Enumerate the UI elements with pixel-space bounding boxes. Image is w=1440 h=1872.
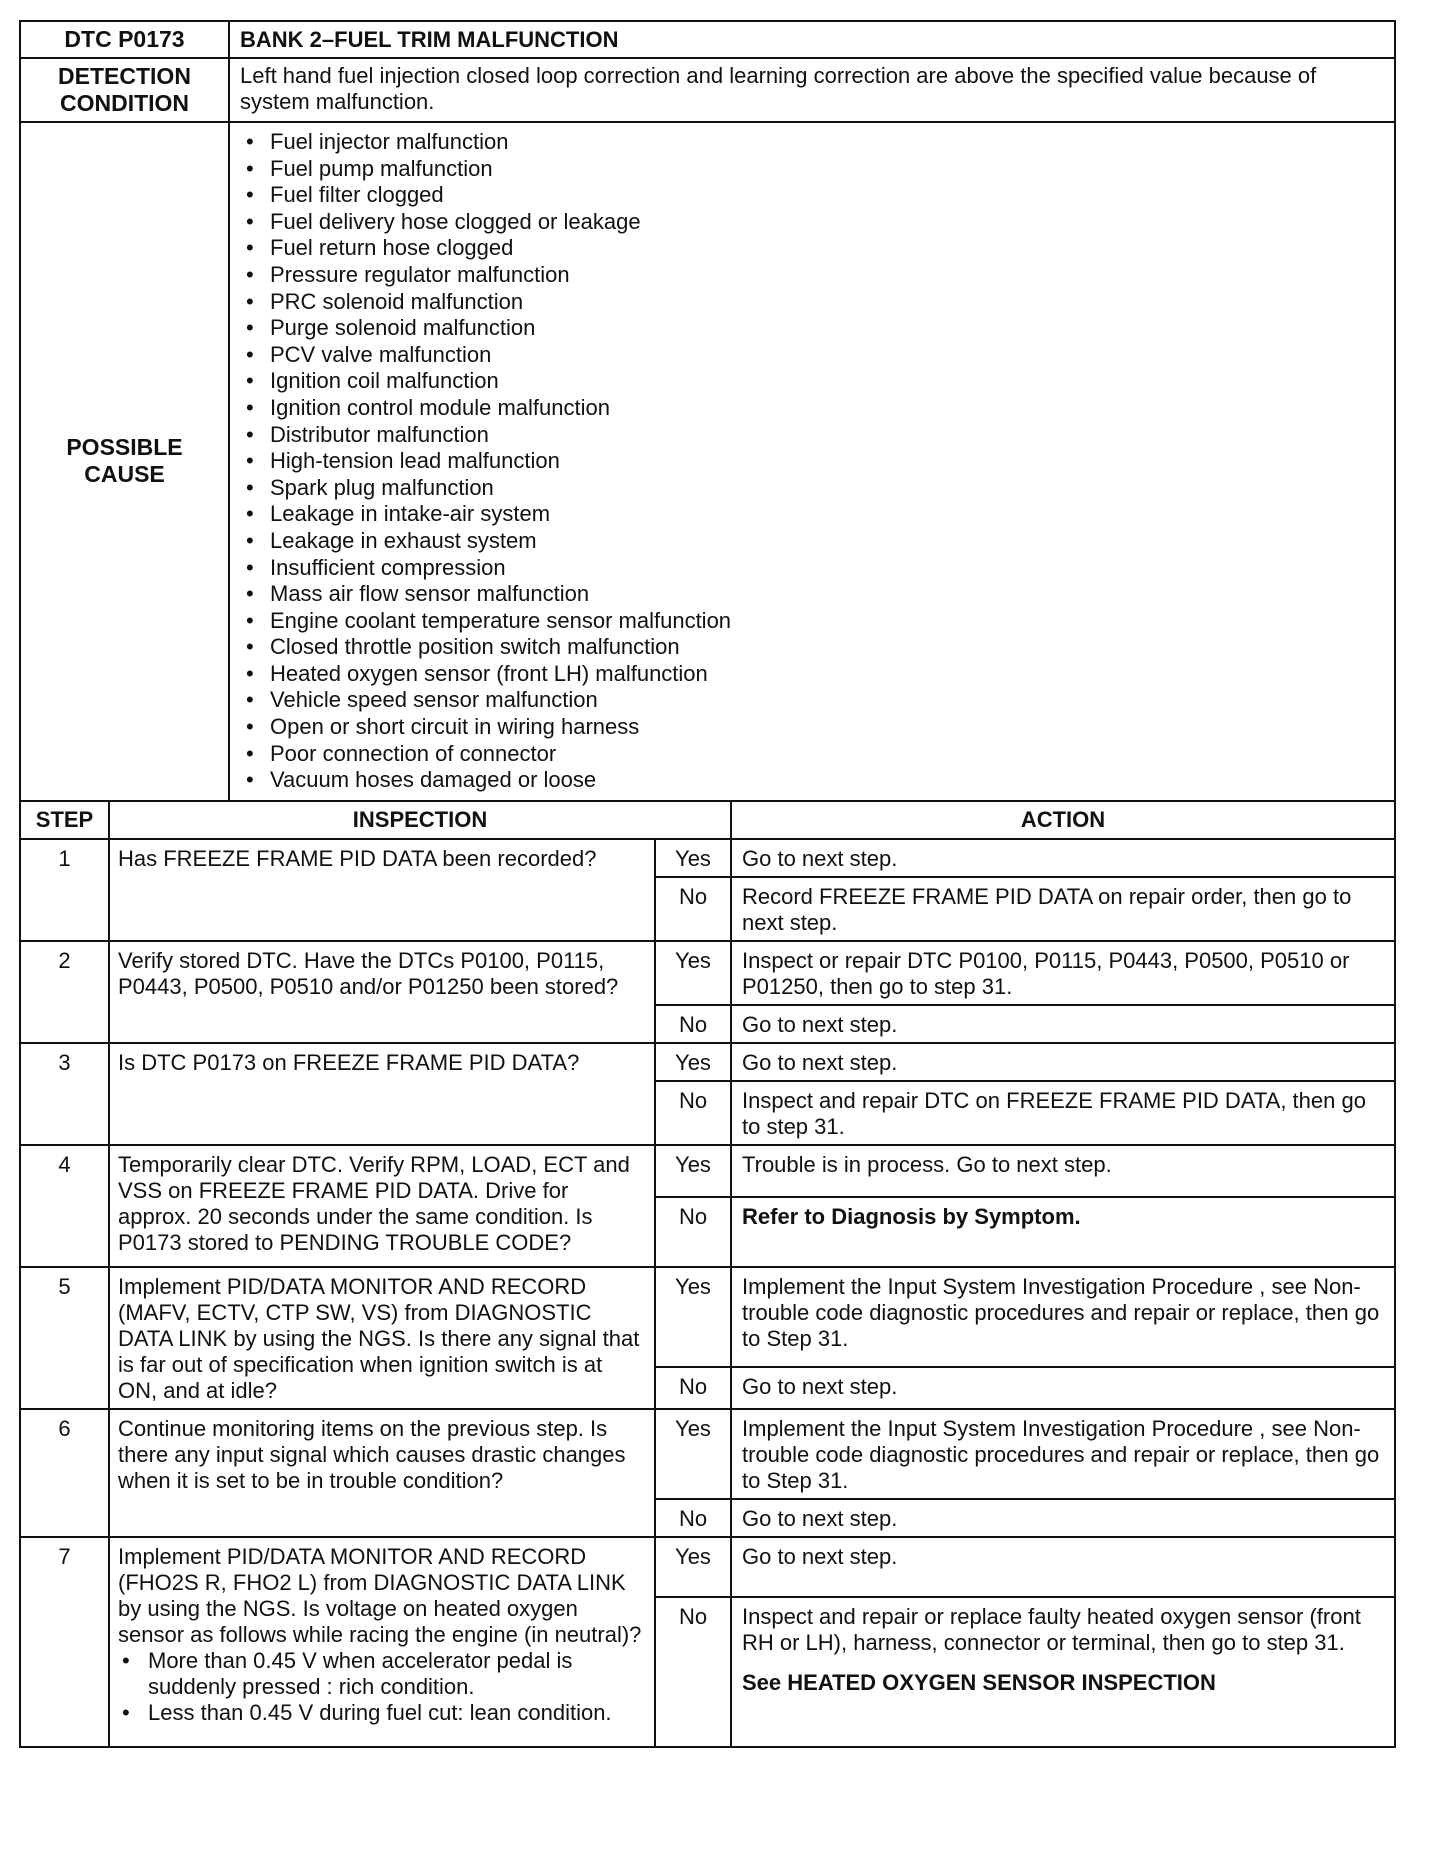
step-number: 7 xyxy=(20,1537,109,1747)
yes-label: Yes xyxy=(655,839,731,877)
possible-cause-item: • Ignition coil malfunction xyxy=(240,368,1384,395)
yes-label: Yes xyxy=(655,1145,731,1197)
yes-label: Yes xyxy=(655,1043,731,1081)
diagnostic-page xyxy=(19,20,1396,1748)
no-action xyxy=(731,1081,1395,1145)
possible-cause-item: • Fuel filter clogged xyxy=(240,182,1384,209)
no-action xyxy=(731,1597,1395,1747)
possible-cause-item: • Fuel return hose clogged xyxy=(240,235,1384,262)
yes-action: Go to next step. xyxy=(731,839,1395,877)
inspection-text: Verify stored DTC. Have the DTCs P0100, P0115, P0443, P0500, P0510 and/or P01250 been stored? xyxy=(118,947,619,999)
no-action-text: Go to next step. xyxy=(742,1505,898,1531)
possible-cause-item: • Insufficient compression xyxy=(240,555,1384,582)
possible-cause-list-cell xyxy=(229,122,1395,801)
no-action xyxy=(731,877,1395,941)
dtc-summary-table xyxy=(19,20,1396,802)
detection-condition-label: DETECTION CONDITION xyxy=(20,58,229,122)
inspection-text: Has FREEZE FRAME PID DATA been recorded? xyxy=(118,845,597,871)
inspection-text: Implement PID/DATA MONITOR AND RECORD (FHO2S R, FHO2 L) from DIAGNOSTIC DATA LINK by using the NGS. Is voltage on heated oxygen sensor as follows while racing the engine (in neutral)? xyxy=(118,1543,642,1647)
step-inspection xyxy=(109,1409,655,1537)
step-inspection xyxy=(109,1043,655,1145)
yes-action: Trouble is in process. Go to next step. xyxy=(731,1145,1395,1197)
step-inspection xyxy=(109,1145,655,1267)
possible-cause-list xyxy=(230,123,1394,800)
yes-action: Go to next step. xyxy=(731,1043,1395,1081)
step-row xyxy=(20,1043,1395,1081)
possible-cause-item: • Vacuum hoses damaged or loose xyxy=(240,767,1384,794)
no-label: No xyxy=(655,877,731,941)
possible-cause-item: • Poor connection of connector xyxy=(240,741,1384,768)
no-action-text: Inspect and repair DTC on FREEZE FRAME PID DATA, then go to step 31. xyxy=(742,1087,1366,1139)
no-action xyxy=(731,1197,1395,1267)
step-number: 5 xyxy=(20,1267,109,1409)
step-inspection xyxy=(109,839,655,941)
inspection-text: Continue monitoring items on the previous step. Is there any input signal which causes drastic changes when it is set to be in trouble condition? xyxy=(118,1415,626,1493)
no-action-text: Record FREEZE FRAME PID DATA on repair order, then go to next step. xyxy=(742,883,1352,935)
no-label: No xyxy=(655,1005,731,1043)
inspection-steps-table xyxy=(19,800,1396,1748)
no-label: No xyxy=(655,1081,731,1145)
inspection-conditions xyxy=(118,1648,646,1726)
no-action-text: Go to next step. xyxy=(742,1011,898,1037)
dtc-title: BANK 2–FUEL TRIM MALFUNCTION xyxy=(229,21,1395,58)
possible-cause-item: • Fuel delivery hose clogged or leakage xyxy=(240,209,1384,236)
no-action xyxy=(731,1005,1395,1043)
possible-cause-item: • Mass air flow sensor malfunction xyxy=(240,581,1384,608)
step-inspection xyxy=(109,1267,655,1409)
inspection-text: Temporarily clear DTC. Verify RPM, LOAD, ECT and VSS on FREEZE FRAME PID DATA. Drive for approx. 20 seconds under the same condition. Is P0173 stored to PENDING TROUBLE CODE? xyxy=(118,1151,630,1255)
step-number: 4 xyxy=(20,1145,109,1267)
possible-cause-item: • Leakage in exhaust system xyxy=(240,528,1384,555)
step-row xyxy=(20,839,1395,877)
inspection-condition-item: • Less than 0.45 V during fuel cut: lean condition. xyxy=(118,1700,646,1726)
inspection-condition-item: • More than 0.45 V when accelerator pedal is suddenly pressed : rich condition. xyxy=(118,1648,646,1700)
step-row xyxy=(20,1267,1395,1367)
step-row xyxy=(20,1537,1395,1597)
no-action-text: Inspect and repair or replace faulty heated oxygen sensor (front RH or LH), harness, connector or terminal, then go to step 31. xyxy=(742,1603,1361,1655)
yes-action: Go to next step. xyxy=(731,1537,1395,1597)
possible-cause-item: • Engine coolant temperature sensor malfunction xyxy=(240,608,1384,635)
no-label: No xyxy=(655,1597,731,1747)
possible-cause-item: • Fuel pump malfunction xyxy=(240,156,1384,183)
possible-cause-item: • Distributor malfunction xyxy=(240,422,1384,449)
no-action xyxy=(731,1499,1395,1537)
possible-cause-item: • Leakage in intake-air system xyxy=(240,501,1384,528)
no-label: No xyxy=(655,1197,731,1267)
possible-cause-item: • Spark plug malfunction xyxy=(240,475,1384,502)
no-action xyxy=(731,1367,1395,1409)
possible-cause-item: • PRC solenoid malfunction xyxy=(240,289,1384,316)
possible-cause-item: • Fuel injector malfunction xyxy=(240,129,1384,156)
possible-cause-item: • Ignition control module malfunction xyxy=(240,395,1384,422)
inspection-text: Is DTC P0173 on FREEZE FRAME PID DATA? xyxy=(118,1049,580,1075)
inspection-text: Implement PID/DATA MONITOR AND RECORD (MAFV, ECTV, CTP SW, VS) from DIAGNOSTIC DATA LINK by using the NGS. Is there any signal that is far out of specification when ignition switch is at ON, and at idle? xyxy=(118,1273,640,1403)
no-action-note: See HEATED OXYGEN SENSOR INSPECTION xyxy=(742,1669,1216,1695)
step-inspection xyxy=(109,941,655,1043)
possible-cause-item: • PCV valve malfunction xyxy=(240,342,1384,369)
yes-label: Yes xyxy=(655,941,731,1005)
step-row xyxy=(20,941,1395,1005)
step-number: 3 xyxy=(20,1043,109,1145)
step-row xyxy=(20,1145,1395,1197)
step-number: 1 xyxy=(20,839,109,941)
no-label: No xyxy=(655,1367,731,1409)
step-inspection xyxy=(109,1537,655,1747)
no-label: No xyxy=(655,1499,731,1537)
yes-action: Inspect or repair DTC P0100, P0115, P0443, P0500, P0510 or P01250, then go to step 31. xyxy=(731,941,1395,1005)
possible-cause-item: • Purge solenoid malfunction xyxy=(240,315,1384,342)
yes-label: Yes xyxy=(655,1537,731,1597)
detection-condition-text: Left hand fuel injection closed loop correction and learning correction are above the specified value because of system malfunction. xyxy=(229,58,1395,122)
yes-action: Implement the Input System Investigation Procedure , see Non-trouble code diagnostic procedures and repair or replace, then go to Step 31. xyxy=(731,1267,1395,1367)
no-action-text: Go to next step. xyxy=(742,1373,898,1399)
no-action-text: Refer to Diagnosis by Symptom. xyxy=(742,1203,1081,1229)
possible-cause-item: • Heated oxygen sensor (front LH) malfunction xyxy=(240,661,1384,688)
dtc-code: DTC P0173 xyxy=(20,21,229,58)
yes-action: Implement the Input System Investigation Procedure , see Non-trouble code diagnostic procedures and repair or replace, then go to Step 31. xyxy=(731,1409,1395,1499)
possible-cause-label: POSSIBLE CAUSE xyxy=(20,122,229,801)
possible-cause-item: • Vehicle speed sensor malfunction xyxy=(240,687,1384,714)
step-row xyxy=(20,1409,1395,1499)
step-number: 6 xyxy=(20,1409,109,1537)
possible-cause-item: • High-tension lead malfunction xyxy=(240,448,1384,475)
step-column-header: STEP xyxy=(20,801,109,839)
possible-cause-item: • Open or short circuit in wiring harness xyxy=(240,714,1384,741)
yes-label: Yes xyxy=(655,1267,731,1367)
yes-label: Yes xyxy=(655,1409,731,1499)
possible-cause-item: • Closed throttle position switch malfunction xyxy=(240,634,1384,661)
action-column-header: ACTION xyxy=(731,801,1395,839)
possible-cause-item: • Pressure regulator malfunction xyxy=(240,262,1384,289)
inspection-column-header: INSPECTION xyxy=(109,801,731,839)
step-number: 2 xyxy=(20,941,109,1043)
